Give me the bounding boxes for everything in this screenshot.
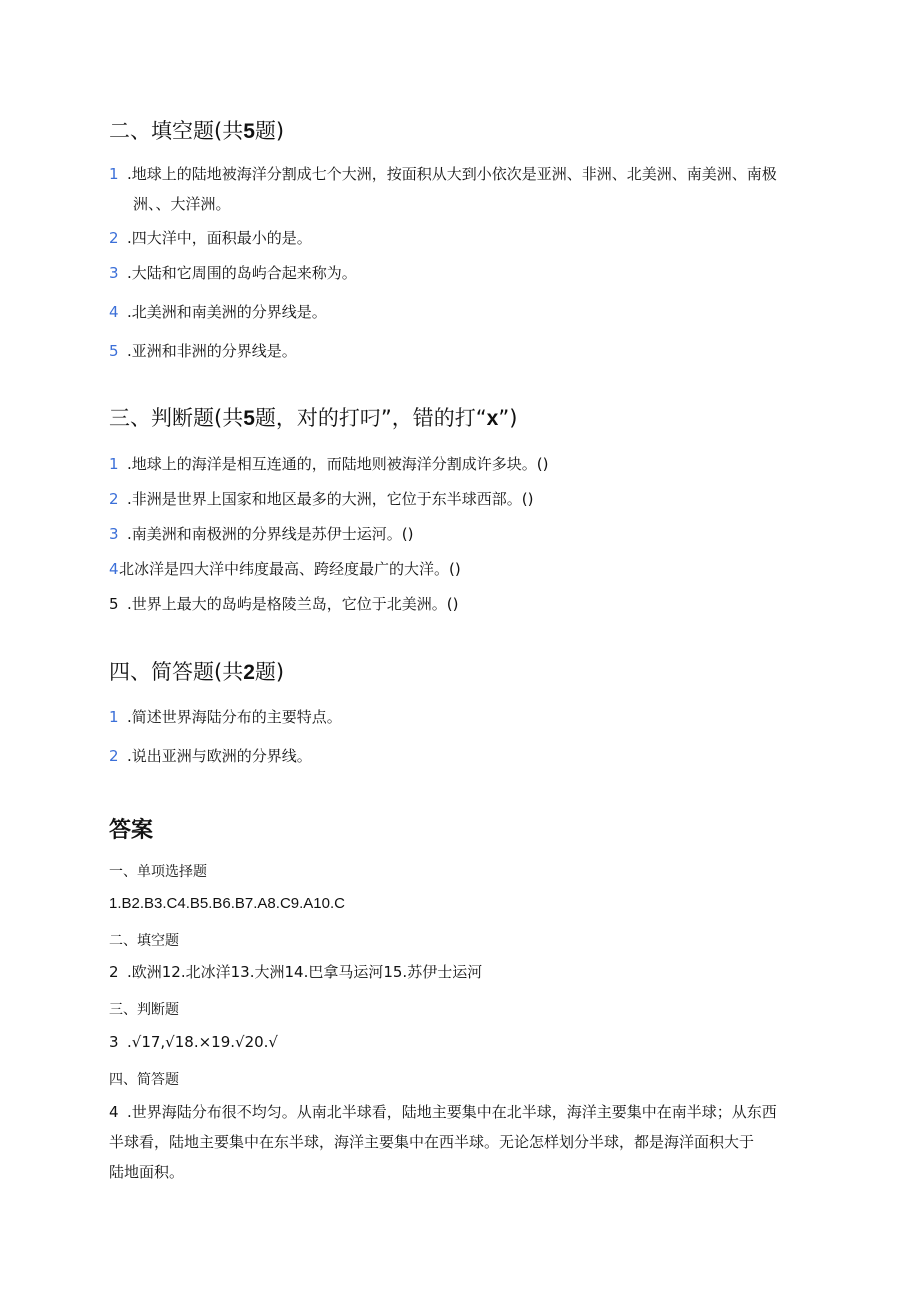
question-3-5 xyxy=(109,590,458,618)
answer-subheading-1: 一、单项选择题 xyxy=(109,864,207,880)
heading-count: 2 xyxy=(243,661,255,684)
question-2-2 xyxy=(109,224,312,252)
answer-subheading-2: 二、填空题 xyxy=(109,933,179,949)
question-3-1 xyxy=(109,450,548,478)
question-text: .地球上的海洋是相互连通的，而陆地则被海洋分割成许多块。() xyxy=(127,455,549,473)
answer-number: 4 xyxy=(109,1103,119,1121)
answer-line-4 xyxy=(109,1097,809,1187)
answer-number: 3 xyxy=(109,1033,119,1051)
answer-subheading-4: 四、简答题 xyxy=(109,1072,179,1088)
question-text: 北冰洋是四大洋中纬度最高、跨经度最广的大洋。() xyxy=(119,560,461,578)
question-number: 4 xyxy=(109,560,119,578)
heading-text: 题) xyxy=(254,119,285,143)
question-text: .四大洋中，面积最小的是。 xyxy=(127,229,312,247)
answer-text-continued: 半球看，陆地主要集中在东半球，海洋主要集中在西半球。无论怎样划分半球，都是海洋面积大于 xyxy=(109,1133,755,1151)
question-number: 3 xyxy=(109,264,119,282)
question-text: .世界上最大的岛屿是格陵兰岛，它位于北美洲。() xyxy=(127,595,459,613)
heading-mark: x xyxy=(486,407,499,430)
question-text: .亚洲和非洲的分界线是。 xyxy=(127,342,297,360)
question-2-3 xyxy=(109,259,357,287)
answers-title: 答案 xyxy=(109,818,154,843)
heading-text: 三、判断题(共 xyxy=(109,406,244,430)
answer-text: .世界海陆分布很不均匀。从南北半球看，陆地主要集中在北半球，海洋主要集中在南半球；从东西 xyxy=(127,1103,777,1121)
question-number: 3 xyxy=(109,525,119,543)
heading-text: 四、简答题(共 xyxy=(109,660,244,684)
question-text: .说出亚洲与欧洲的分界线。 xyxy=(127,747,312,765)
question-number: 5 xyxy=(109,342,119,360)
question-number: 5 xyxy=(109,595,119,613)
question-2-5 xyxy=(109,337,297,365)
question-number: 2 xyxy=(109,490,119,508)
question-text-continued: 洲、、大洋洲。 xyxy=(133,195,231,213)
heading-text: 题) xyxy=(254,660,285,684)
question-text: .非洲是世界上国家和地区最多的大洲，它位于东半球西部。() xyxy=(127,490,534,508)
heading-text: 二、填空题(共 xyxy=(109,119,244,143)
answer-text: .欧洲12.北冰洋13.大洲14.巴拿马运河15.苏伊士运河 xyxy=(127,963,483,981)
answer-text: .√17,√18.×19.√20.√ xyxy=(127,1033,278,1051)
question-3-4 xyxy=(109,555,461,583)
question-number: 4 xyxy=(109,303,119,321)
section-3-heading xyxy=(109,402,517,432)
question-number: 2 xyxy=(109,229,119,247)
question-4-2 xyxy=(109,742,312,770)
question-text: .大陆和它周围的岛屿合起来称为。 xyxy=(127,264,357,282)
section-4-heading xyxy=(109,656,284,686)
question-2-1 xyxy=(109,159,809,219)
question-text: .北美洲和南美洲的分界线是。 xyxy=(127,303,327,321)
answer-line-3 xyxy=(109,1028,278,1056)
heading-text: 题，对的打叼”，错的打“ xyxy=(254,406,487,430)
heading-text: ”) xyxy=(498,406,518,430)
answer-line-2 xyxy=(109,958,482,986)
answer-text-continued: 陆地面积。 xyxy=(109,1163,185,1181)
question-text: .地球上的陆地被海洋分割成七个大洲，按面积从大到小依次是亚洲、非洲、北美洲、南美洲、南极 xyxy=(127,165,777,183)
question-4-1 xyxy=(109,703,342,731)
question-number: 1 xyxy=(109,165,119,183)
heading-count: 5 xyxy=(243,407,255,430)
question-2-4 xyxy=(109,298,327,326)
section-2-heading xyxy=(109,115,284,145)
question-number: 1 xyxy=(109,708,119,726)
question-text: .南美洲和南极洲的分界线是苏伊士运河。() xyxy=(127,525,414,543)
answer-subheading-3: 三、判断题 xyxy=(109,1002,179,1018)
question-text: .简述世界海陆分布的主要特点。 xyxy=(127,708,342,726)
answer-text: 1.B2.B3.C4.B5.B6.B7.A8.C9.A10.C xyxy=(109,895,345,912)
question-number: 1 xyxy=(109,455,119,473)
question-3-2 xyxy=(109,485,533,513)
question-number: 2 xyxy=(109,747,119,765)
heading-count: 5 xyxy=(243,120,255,143)
question-3-3 xyxy=(109,520,413,548)
answer-line-1 xyxy=(109,890,345,918)
answer-number: 2 xyxy=(109,963,119,981)
